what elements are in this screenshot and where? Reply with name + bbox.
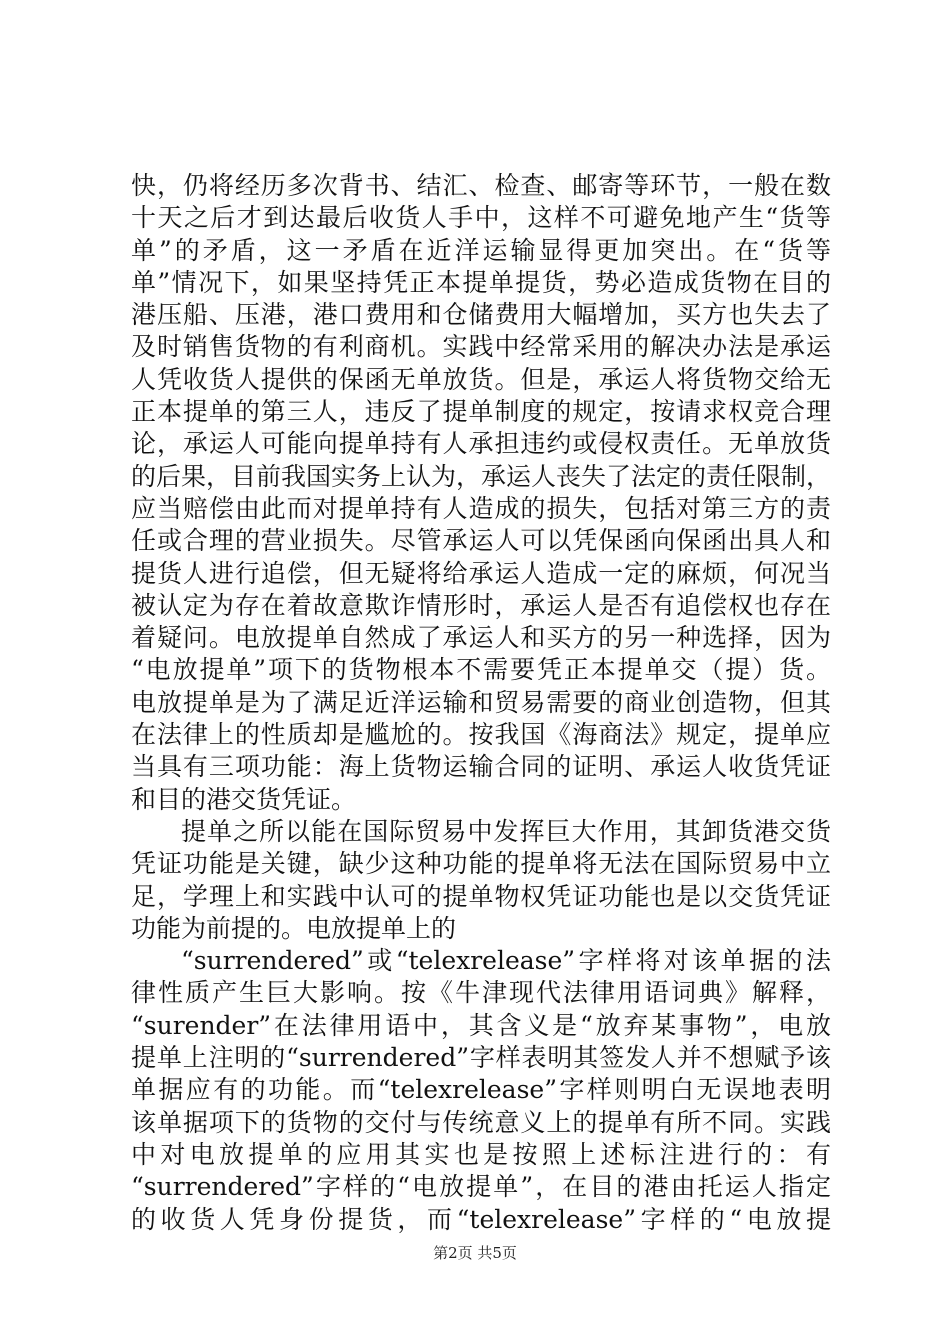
paragraph [131,170,831,816]
body-text [131,170,831,1236]
text-line: 单据应有的功能。而“telexrelease”字样则明白无误地表明 [131,1075,831,1105]
text-line: 单”情况下，如果坚持凭正本提单提货，势必造成货物在目的 [131,267,831,297]
text-line: 任或合理的营业损失。尽管承运人可以凭保函向保函出具人和 [131,526,831,556]
text-line: 当具有三项功能：海上货物运输合同的证明、承运人收货凭证 [131,752,831,782]
text-line: 和目的港交货凭证。 [131,784,357,814]
text-line: 十天之后才到达最后收货人手中，这样不可避免地产生“货等 [131,203,831,233]
text-line: 电放提单是为了满足近洋运输和贸易需要的商业创造物，但其 [131,687,831,717]
text-line: 的后果，目前我国实务上认为，承运人丧失了法定的责任限制， [131,461,832,491]
text-line: 提货人进行追偿，但无疑将给承运人造成一定的麻烦，何况当 [131,558,831,588]
text-line: 被认定为存在着故意欺诈情形时，承运人是否有追偿权也存在 [131,590,831,620]
text-line: 的收货人凭身份提货，而“telexrelease”字样的“电放提 [131,1204,831,1234]
text-line: 正本提单的第三人，违反了提单制度的规定，按请求权竞合理 [131,397,831,427]
text-line: 律性质产生巨大影响。按《牛津现代法律用语词典》解释， [131,978,831,1008]
text-line: 凭证功能是关键，缺少这种功能的提单将无法在国际贸易中立 [131,849,831,879]
paragraph [131,945,831,1236]
page-footer: 第2页 共5页 [433,1244,517,1262]
text-line: “电放提单”项下的货物根本不需要凭正本提单交（提）货。 [131,655,831,685]
paragraph [131,816,831,945]
text-line: 及时销售货物的有利商机。实践中经常采用的解决办法是承运 [131,332,831,362]
text-line: 人凭收货人提供的保函无单放货。但是，承运人将货物交给无 [131,364,831,394]
text-line: 应当赔偿由此而对提单持有人造成的损失，包括对第三方的责 [131,493,831,523]
text-line: “surrendered”字样的“电放提单”，在目的港由托运人指定 [131,1172,831,1202]
text-line: “surrendered”或“telexrelease”字样将对该单据的法 [181,946,831,976]
text-line: 快，仍将经历多次背书、结汇、检查、邮寄等环节，一般在数 [131,171,831,200]
text-line: 中对电放提单的应用其实也是按照上述标注进行的：有 [131,1139,831,1169]
text-line: “surender”在法律用语中，其含义是“放弃某事物”，电放 [131,1010,831,1040]
text-line: 该单据项下的货物的交付与传统意义上的提单有所不同。实践 [131,1107,831,1137]
text-line: 单”的矛盾，这一矛盾在近洋运输显得更加突出。在“货等 [131,235,831,265]
text-line: 在法律上的性质却是尴尬的。按我国《海商法》规定，提单应 [131,720,831,750]
text-line: 论，承运人可能向提单持有人承担违约或侵权责任。无单放货 [131,429,831,459]
text-line: 提单上注明的“surrendered”字样表明其签发人并不想赋予该 [131,1043,831,1073]
text-line: 功能为前提的。电放提单上的 [131,913,457,943]
text-line: 港压船、压港，港口费用和仓储费用大幅增加，买方也失去了 [131,300,831,330]
text-line: 着疑问。电放提单自然成了承运人和买方的另一种选择，因为 [131,623,831,653]
text-line: 提单之所以能在国际贸易中发挥巨大作用，其卸货港交货 [181,816,831,846]
text-line: 足，学理上和实践中认可的提单物权凭证功能也是以交货凭证 [131,881,831,911]
